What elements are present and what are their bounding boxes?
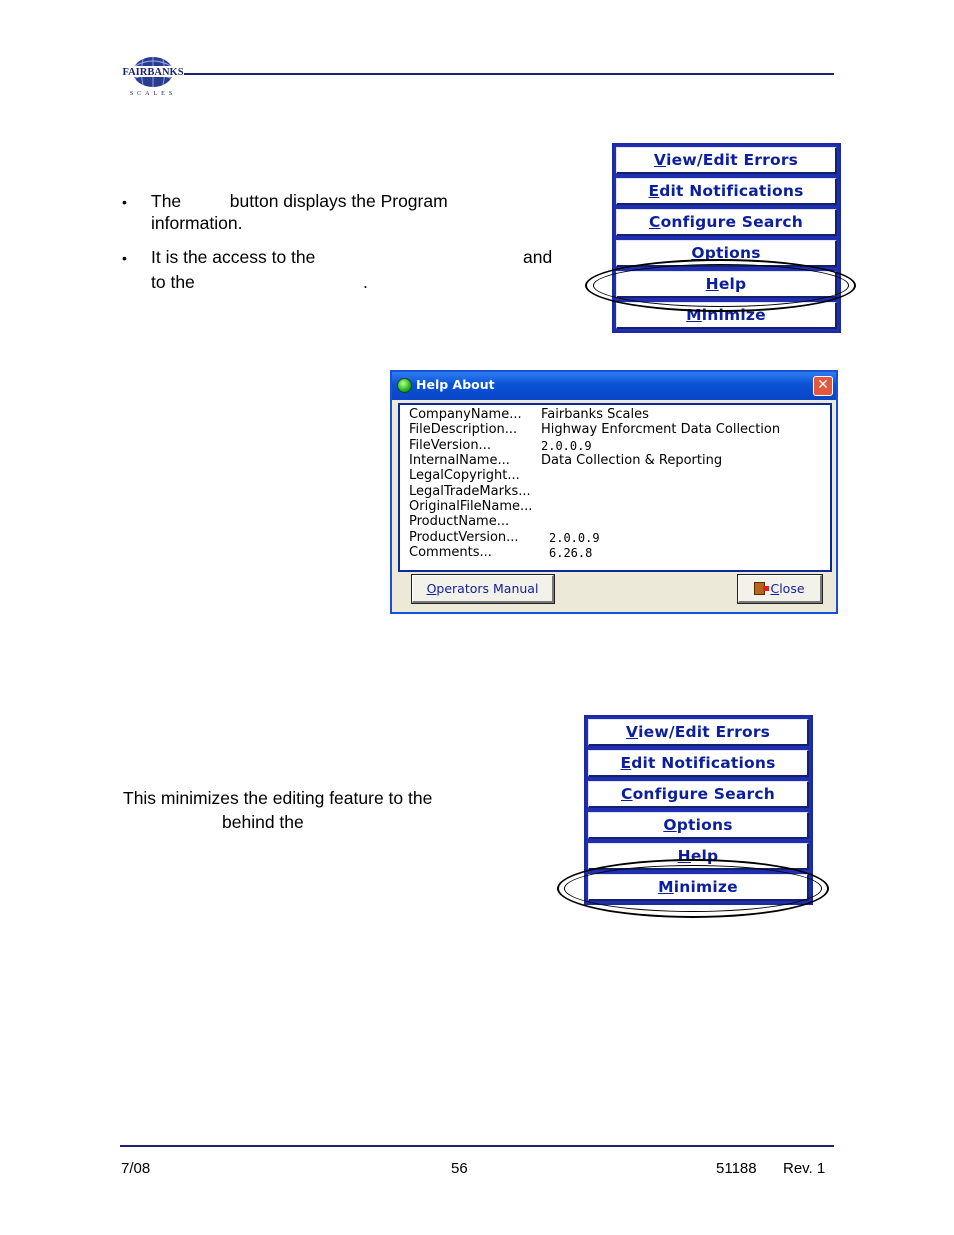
bullet-2-marker: • [122,250,127,266]
minimize-button[interactable]: M inimize [616,302,837,329]
help-button[interactable]: H elp [588,843,809,870]
help-about-dialog [390,370,838,614]
bullet-1-line-2: information. [151,213,243,233]
info-value: 2.0.0.9 [549,531,600,545]
info-key: InternalName... [409,453,510,468]
footer-page-number: 56 [451,1160,468,1177]
footer-date: 7/08 [121,1160,151,1177]
bullet-1-marker: • [122,194,127,210]
dialog-info-panel [398,403,832,572]
bullet-2-line-2: to the [151,272,195,292]
dialog-title-bar [392,372,836,400]
help-highlight-ellipse-inner [593,264,849,307]
info-value: Fairbanks Scales [541,407,649,422]
minimize-button[interactable]: M inimize [588,874,809,901]
view-edit-errors-button[interactable]: V iew/Edit Errors [616,147,837,174]
close-button[interactable]: C lose [738,575,822,603]
minimize-line-2: behind the [222,812,304,832]
options-button[interactable]: O ptions [588,812,809,839]
edit-notifications-button[interactable]: E dit Notifications [588,750,809,777]
fairbanks-logo [120,52,186,98]
app-icon [397,378,412,393]
minimize-highlight-ellipse-inner [564,865,822,912]
bullet-2-line-1-end: and [523,247,553,267]
bullet-1-line-1: The button displays the Program [151,191,448,211]
bullet-2-line-1: It is the access to the [151,247,316,267]
configure-search-button[interactable]: C onfigure Search [616,209,837,236]
help-button[interactable]: H elp [616,271,837,298]
close-icon[interactable]: ✕ [813,376,833,396]
info-value: 6.26.8 [549,546,593,560]
info-key: LegalTradeMarks... [409,484,531,499]
info-key: CompanyName... [409,407,522,422]
info-key: ProductName... [409,514,510,529]
options-button[interactable]: O ptions [616,240,837,267]
info-key: FileDescription... [409,422,518,437]
minimize-line-1: This minimizes the editing feature to the [123,788,433,808]
footer-rule [120,1145,834,1147]
info-value: Data Collection & Reporting [541,453,723,468]
edit-notifications-button[interactable]: E dit Notifications [616,178,837,205]
footer-doc-number: 51188 [716,1160,757,1177]
dialog-title: Help About [416,377,495,392]
info-key: Comments... [409,545,492,560]
info-key: ProductVersion... [409,530,519,545]
svg-text:SCALES: SCALES [129,91,177,97]
info-key: LegalCopyright... [409,468,520,483]
info-value: Highway Enforcment Data Collection [541,422,781,437]
info-value: 2.0.0.9 [541,439,592,453]
info-key: FileVersion... [409,438,491,453]
svg-text:FAIRBANKS: FAIRBANKS [122,67,184,78]
header-rule [184,73,834,75]
info-key: OriginalFileName... [409,499,533,514]
view-edit-errors-button[interactable]: V iew/Edit Errors [588,719,809,746]
exit-door-icon [754,582,765,595]
configure-search-button[interactable]: C onfigure Search [588,781,809,808]
footer-revision: Rev. 1 [783,1160,826,1177]
bullet-2-line-2-end: . [363,272,368,292]
operators-manual-button[interactable]: O perators Manual [412,575,554,603]
